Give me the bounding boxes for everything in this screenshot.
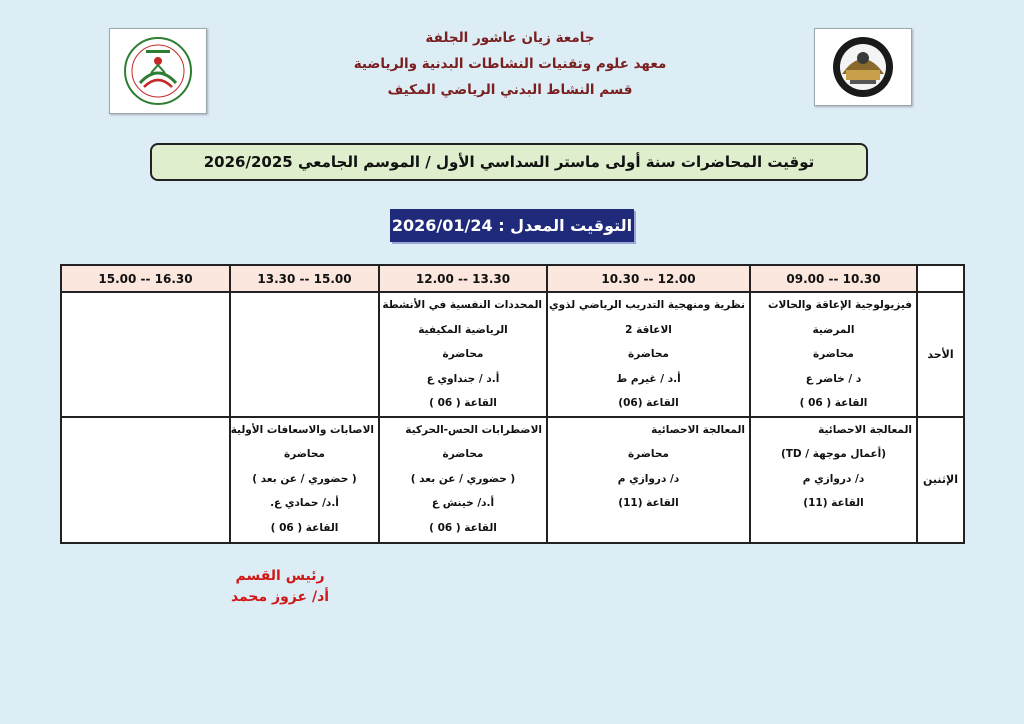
institution-header <box>300 25 720 103</box>
teacher-name: د / خاضر ع <box>805 372 862 385</box>
session-type: محاضرة <box>284 448 325 460</box>
course-name: نظرية ومنهجية التدريب الرياضي لذوي <box>549 299 745 311</box>
time-slot-header: 09.00 -- 10.30 <box>750 265 917 292</box>
session-cell <box>379 292 547 417</box>
course-name: المعالجة الاحصائية <box>818 423 912 436</box>
empty-session-cell <box>230 292 379 417</box>
empty-session-cell <box>61 292 230 417</box>
schedule-title: توقيت المحاضرات سنة أولى ماستر السداسي الأول / الموسم الجامعي 2026/2025 <box>150 143 868 181</box>
room-label: القاعة (11) <box>618 497 679 509</box>
room-label: القاعة ( 06 ) <box>799 397 868 409</box>
session-cell <box>750 292 917 417</box>
day-row-monday <box>61 417 964 543</box>
session-format: ( حضوري / عن بعد ) <box>252 472 357 485</box>
day-label: الأحد <box>917 292 964 417</box>
corner-cell <box>917 265 964 292</box>
course-name-continued: الاعاقة 2 <box>625 323 672 336</box>
session-cell <box>379 417 547 543</box>
teacher-name: أ.د / غيرم ط <box>616 372 681 385</box>
time-slot-header: 15.00 -- 16.30 <box>61 265 230 292</box>
signature-name: أد/ عزوز محمد <box>230 589 330 605</box>
course-name: الاضطرابات الحس-الحركية <box>405 423 542 436</box>
university-seal-icon <box>828 34 898 100</box>
time-slot-header: 13.30 -- 15.00 <box>230 265 379 292</box>
teacher-name: أ.د / جنداوي ع <box>426 372 500 385</box>
session-type: محاضرة <box>628 348 669 360</box>
teacher-name: أ.د/ حمادي ع. <box>270 497 339 509</box>
room-label: القاعة ( 06 ) <box>429 521 497 534</box>
time-slot-header: 12.00 -- 13.30 <box>379 265 547 292</box>
session-cell <box>547 417 750 543</box>
teacher-name: أ.د/ خينش ع <box>431 497 495 509</box>
teacher-name: د/ دروازي م <box>617 472 680 485</box>
signature-role: رئيس القسم <box>235 568 325 584</box>
teacher-name: د/ دروازي م <box>802 472 865 485</box>
session-type: محاضرة <box>442 348 484 360</box>
institute-name: معهد علوم وتقنيات النشاطات البدنية والرياضية <box>353 56 667 72</box>
department-head-signature <box>200 566 360 608</box>
course-name-continued: المرضية <box>812 323 855 336</box>
course-name: فيزيولوجية الإعاقة والحالات <box>767 299 912 311</box>
day-label: الإثنين <box>917 417 964 543</box>
session-cell <box>547 292 750 417</box>
session-type: محاضرة <box>813 348 854 360</box>
timetable <box>60 264 965 544</box>
time-slot-header: 10.30 -- 12.00 <box>547 265 750 292</box>
room-label: القاعة (06) <box>618 397 679 409</box>
session-format: ( حضوري / عن بعد ) <box>410 472 516 485</box>
course-name: المحددات النفسية في الأنشطة <box>382 299 542 311</box>
time-header-row <box>61 265 964 292</box>
session-cell <box>750 417 917 543</box>
department-name: قسم النشاط البدني الرياضي المكيف <box>387 82 633 98</box>
institute-emblem-icon <box>118 33 198 109</box>
university-name: جامعة زيان عاشور الجلفة <box>425 30 595 46</box>
university-logo <box>814 28 912 106</box>
session-cell <box>230 417 379 543</box>
room-label: القاعة (11) <box>803 497 864 509</box>
empty-session-cell <box>61 417 230 543</box>
session-type: محاضرة <box>628 448 669 460</box>
session-format: (أعمال موجهة / TD) <box>780 448 887 460</box>
modified-schedule-banner: التوقيت المعدل : 2026/01/24 <box>390 209 634 242</box>
course-name: المعالجة الاحصائية <box>651 423 745 436</box>
day-row-sunday <box>61 292 964 417</box>
session-type: محاضرة <box>442 448 484 460</box>
course-name-continued: الرياضية المكيفية <box>418 323 508 336</box>
room-label: القاعة ( 06 ) <box>429 397 497 409</box>
course-name: الاصابات والاسعافات الأولية <box>230 423 374 436</box>
room-label: القاعة ( 06 ) <box>270 521 339 534</box>
institute-logo <box>109 28 207 114</box>
